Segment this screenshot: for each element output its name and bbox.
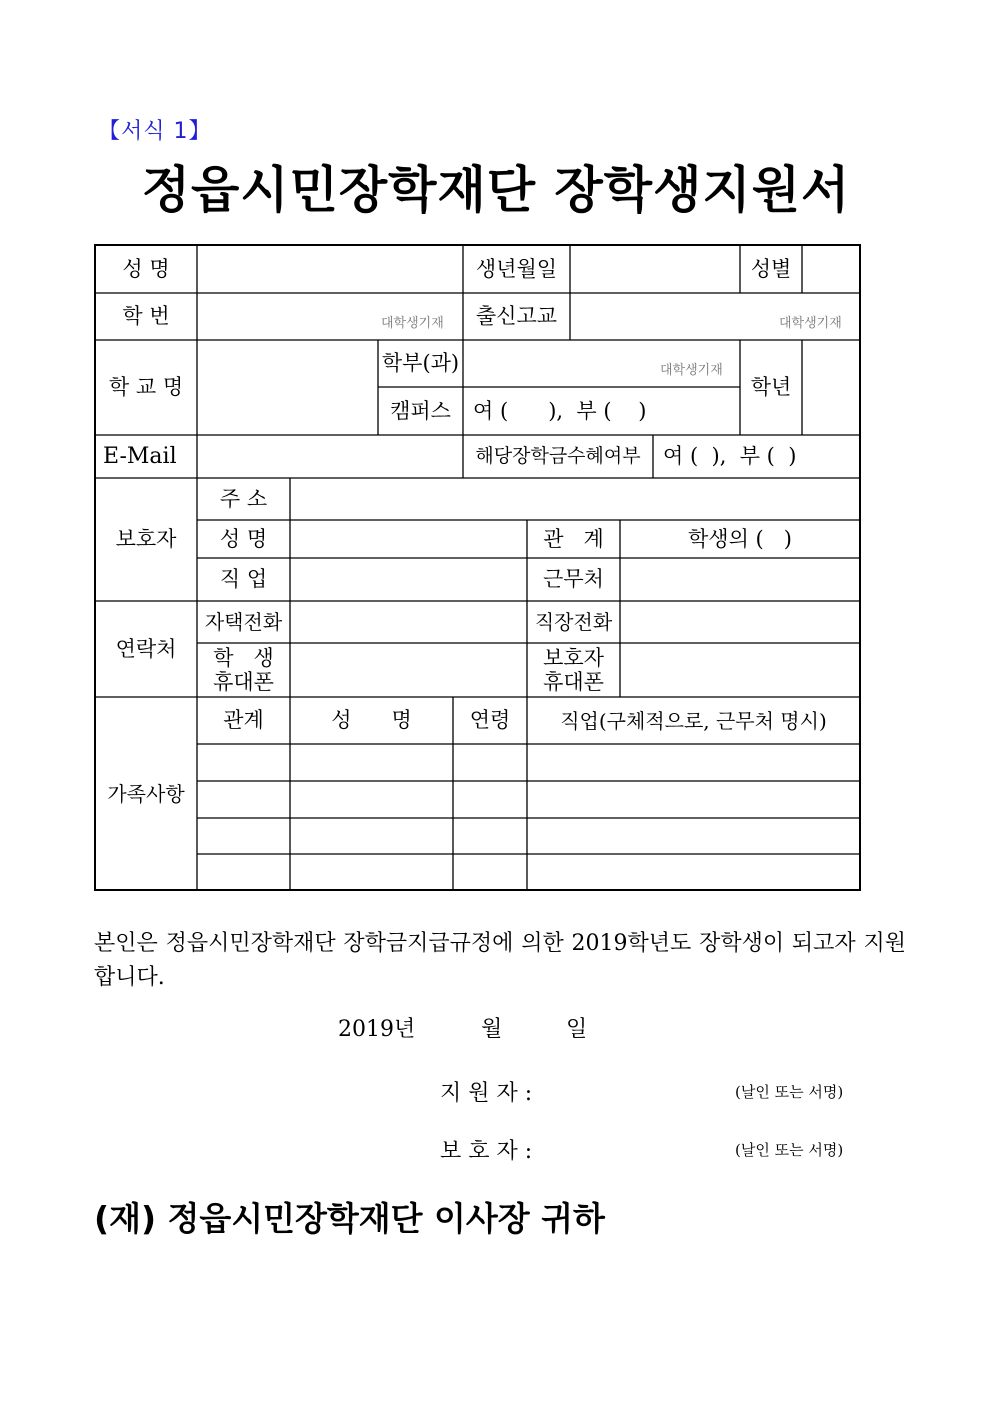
family-row-3-occupation[interactable] [528, 819, 859, 853]
work-phone-field[interactable] [621, 602, 859, 642]
guardian-job-field[interactable] [291, 559, 526, 600]
department-label: 학부(과) [381, 351, 460, 375]
family-row-3-relation[interactable] [198, 819, 289, 853]
email-label: E-Mail [103, 443, 177, 469]
family-row-2-relation[interactable] [198, 782, 289, 817]
family-row-2-occupation[interactable] [528, 782, 859, 817]
student-mobile-field[interactable] [291, 644, 526, 696]
home-phone-label: 자택전화 [204, 610, 283, 634]
family-row-2-name[interactable] [291, 782, 452, 817]
form-number-label: 【서식 1】 [98, 119, 212, 144]
gender-field[interactable] [803, 246, 859, 292]
family-row-1-name[interactable] [291, 745, 452, 780]
guardian-signature-label: 보 호 자 : [440, 1139, 533, 1164]
scholarship-received-options[interactable]: 여 ( ), 부 ( ) [663, 444, 797, 468]
family-row-1-occupation[interactable] [528, 745, 859, 780]
campus-label: 캠퍼스 [390, 398, 451, 423]
date-year: 2019년 [338, 1017, 416, 1042]
guardian-relation-label: 관 계 [543, 526, 604, 551]
student-id-hint: 대학생기재 [381, 316, 444, 331]
family-col-age: 연령 [469, 708, 511, 732]
work-phone-label: 직장전화 [534, 610, 613, 634]
gender-label: 성별 [750, 256, 792, 281]
scholarship-received-label: 해당장학금수혜여부 [475, 445, 641, 467]
contact-section-label: 연락처 [115, 636, 177, 661]
student-mobile-label [197, 643, 290, 697]
guardian-job-label: 직 업 [219, 567, 268, 591]
guardian-name-field[interactable] [291, 521, 526, 557]
guardian-signature-field[interactable] [560, 1128, 730, 1164]
guardian-seal-hint: (날인 또는 서명) [735, 1141, 844, 1159]
high-school-label: 출신고교 [475, 304, 558, 328]
family-col-relation: 관계 [223, 708, 264, 732]
family-row-4-name[interactable] [291, 855, 452, 889]
campus-options[interactable]: 여 ( ), 부 ( ) [473, 398, 647, 423]
family-row-2-age[interactable] [454, 782, 526, 817]
family-row-4-age[interactable] [454, 855, 526, 889]
applicant-signature-label: 지 원 자 : [440, 1081, 533, 1106]
pledge-statement: 본인은 정읍시민장학재단 장학금지급규정에 의한 2019학년도 장학생이 되고자 지원합니다. [94, 931, 906, 990]
grade-field[interactable] [803, 341, 859, 434]
student-mobile-label-line2: 휴대폰 [213, 670, 274, 694]
student-mobile-label-line1: 학 생 [213, 645, 274, 670]
applicant-name-label: 성 명 [122, 256, 170, 281]
email-field[interactable] [198, 436, 462, 477]
guardian-workplace-field[interactable] [621, 559, 859, 600]
guardian-mobile-label-line1: 보호자 [543, 645, 604, 670]
family-col-name: 성 명 [331, 708, 412, 732]
guardian-mobile-label-line2: 휴대폰 [543, 670, 604, 694]
family-col-occupation: 직업(구체적으로, 근무처 명시) [560, 708, 827, 733]
school-name-field[interactable] [198, 341, 377, 434]
guardian-mobile-label [527, 643, 620, 697]
guardian-address-label: 주 소 [219, 486, 268, 511]
birthdate-field[interactable] [571, 246, 739, 292]
guardian-relation-value[interactable]: 학생의 ( ) [688, 526, 792, 551]
applicant-name-field[interactable] [198, 246, 462, 292]
guardian-section-label: 보호자 [115, 527, 177, 551]
guardian-workplace-label: 근무처 [543, 567, 604, 591]
birthdate-label: 생년월일 [475, 256, 558, 281]
applicant-seal-hint: (날인 또는 서명) [735, 1083, 844, 1101]
grade-label: 학년 [750, 375, 792, 399]
guardian-name-label: 성 명 [219, 526, 268, 551]
guardian-address-field[interactable] [291, 479, 859, 519]
school-name-label: 학 교 명 [108, 375, 184, 399]
home-phone-field[interactable] [291, 602, 526, 642]
date-month[interactable]: 월 [481, 1017, 503, 1042]
family-row-4-relation[interactable] [198, 855, 289, 889]
date-day[interactable]: 일 [566, 1017, 588, 1042]
family-row-3-name[interactable] [291, 819, 452, 853]
page-title: 정읍시민장학재단 장학생지원서 [141, 161, 851, 219]
family-row-1-age[interactable] [454, 745, 526, 780]
family-section-label: 가족사항 [107, 781, 185, 806]
high-school-hint: 대학생기재 [779, 316, 842, 331]
family-row-1-relation[interactable] [198, 745, 289, 780]
applicant-signature-field[interactable] [560, 1070, 730, 1106]
closing-addressee: (재) 정읍시민장학재단 이사장 귀하 [94, 1199, 605, 1238]
guardian-mobile-field[interactable] [621, 644, 859, 696]
family-row-4-occupation[interactable] [528, 855, 859, 889]
family-row-3-age[interactable] [454, 819, 526, 853]
department-hint: 대학생기재 [660, 363, 723, 378]
student-id-label: 학 번 [122, 304, 170, 328]
